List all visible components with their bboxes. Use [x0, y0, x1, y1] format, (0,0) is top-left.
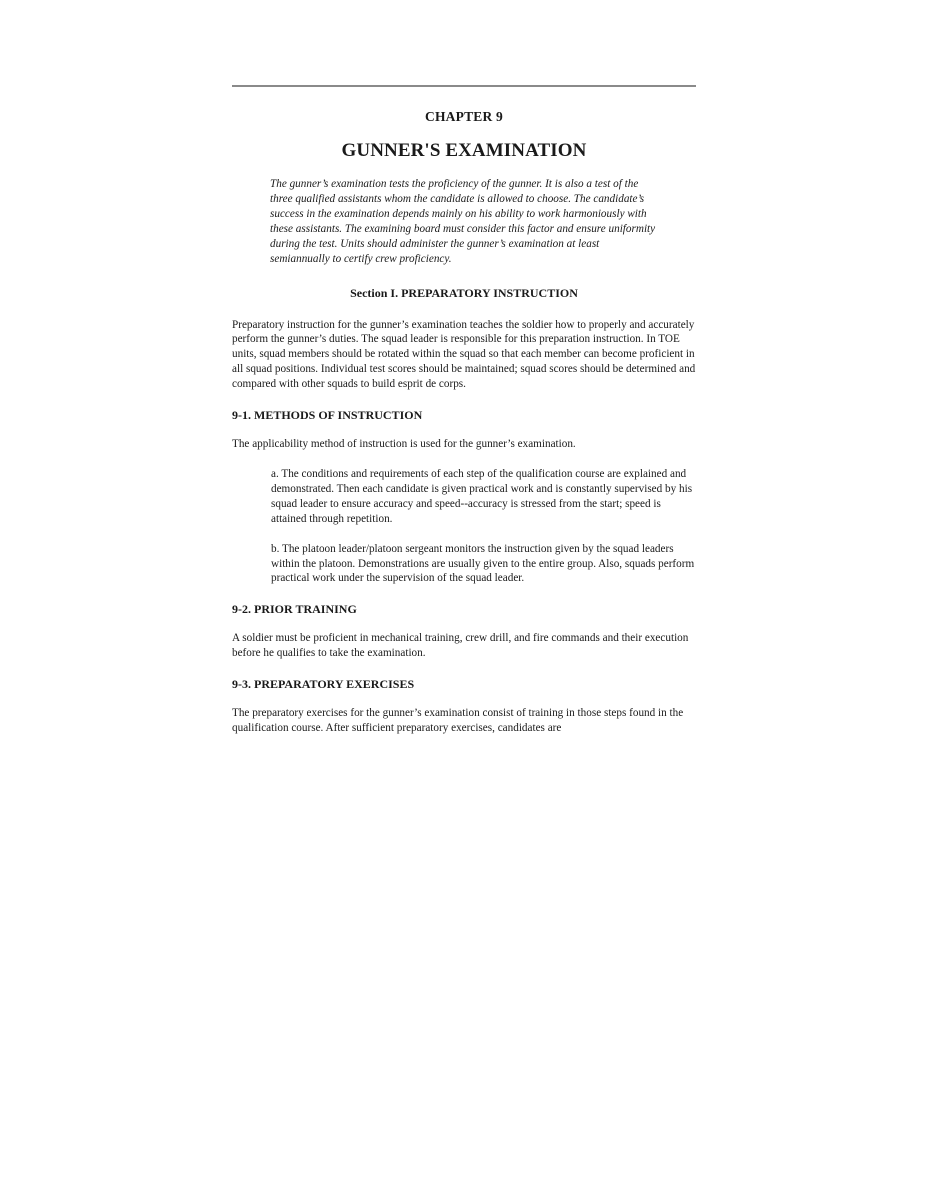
- preparatory-exercises-text: The preparatory exercises for the gunner’s examination consist of training in those steps found in the qualification course. After sufficient preparatory exercises, candidates are: [232, 707, 684, 735]
- heading-preparatory-exercises: 9-3. PREPARATORY EXERCISES: [232, 677, 415, 692]
- chapter-label: CHAPTER 9: [425, 109, 503, 124]
- heading-prior-training: 9-2. PRIOR TRAINING: [232, 602, 357, 617]
- methods-intro: The applicability method of instruction is used for the gunner’s examination.: [232, 438, 576, 451]
- header-rule: [232, 85, 696, 87]
- section-paragraph: Preparatory instruction for the gunner’s examination teaches the soldier how to properly and accurately perform the gunner’s duties. The squad leader is responsible for this preparation instruction. In TOE units, squad members should be rotated within the squad so that each member can become proficient in all squad positions. Individual test scores should be maintained; squad scores should be determined and compared with other squads to build esprit de corps.: [232, 318, 696, 391]
- methods-item-b: b. The platoon leader/platoon sergeant monitors the instruction given by the squad leaders within the platoon. Demonstrations are usually given to the entire group. Also, squads perform practical work under the supervision of the squad leader.: [271, 542, 695, 585]
- document-page: [232, 85, 696, 736]
- chapter-title: GUNNER'S EXAMINATION: [341, 140, 587, 161]
- prior-training-text: A soldier must be proficient in mechanical training, crew drill, and fire commands and their execution before he qualifies to take the examination.: [232, 632, 689, 660]
- methods-item-a: a. The conditions and requirements of each step of the qualification course are explained and demonstrated. Then each candidate is given practical work and is constantly supervised by his squad leader to ensure accuracy and speed--accuracy is stressed from the start; speed is attained through repetition.: [271, 468, 693, 525]
- chapter-intro: The gunner’s examination tests the proficiency of the gunner. It is also a test of the three qualified assistants whom the candidate is allowed to choose. The candidate’s success in the examination depends mainly on his ability to work harmoniously with these assistants. The examining board must consider this factor and ensure uniformity during the test. Units should administer the gunner’s examination at least semiannually to certify crew proficiency.: [270, 178, 656, 266]
- heading-methods-of-instruction: 9-1. METHODS OF INSTRUCTION: [232, 408, 423, 423]
- section-heading: Section I. PREPARATORY INSTRUCTION: [350, 285, 578, 300]
